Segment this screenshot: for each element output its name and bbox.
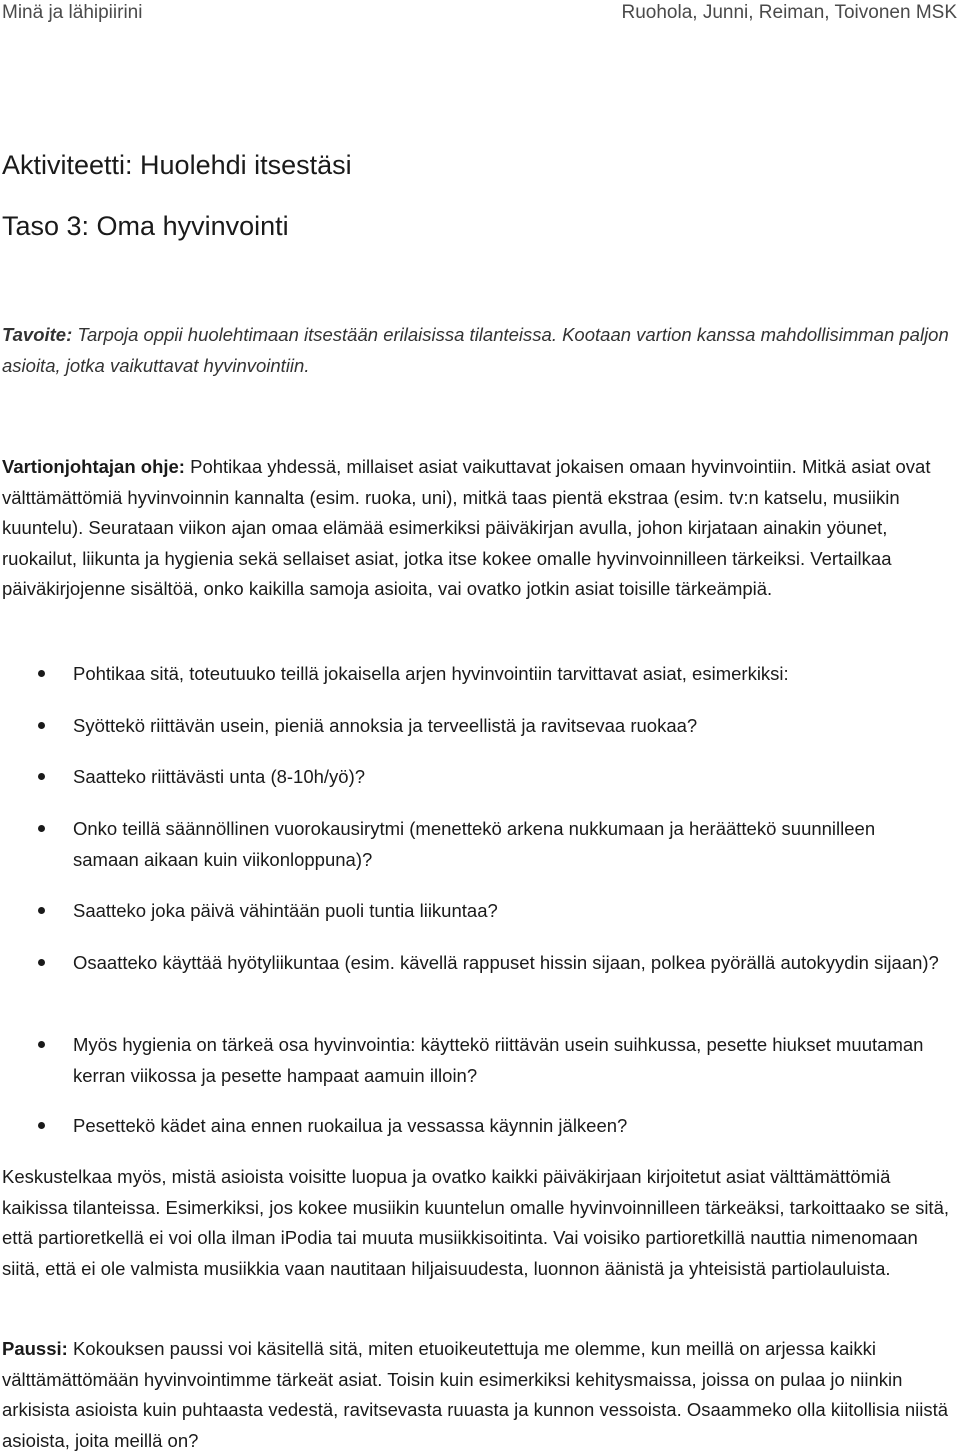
list-item-text: Myös hygienia on tärkeä osa hyvinvointia: käyttekö riittävän usein suihkussa, pesette hiukset muutaman kerran viikossa ja pesette hampaat aamuin illoin? (73, 1034, 924, 1086)
instructions-label: Vartionjohtajan ohje: (2, 456, 185, 477)
pause-paragraph (2, 1334, 952, 1456)
header-left-text: Minä ja lähipiirini (2, 2, 143, 23)
list-item-text: Pohtikaa sitä, toteutuuko teillä jokaisella arjen hyvinvointiin tarvittavat asiat, esimerkiksi: (73, 663, 789, 684)
list-item-text: Saatteko joka päivä vähintään puoli tuntia liikuntaa? (73, 900, 498, 921)
bullet-dot-icon (38, 1122, 45, 1129)
bullet-dot-icon (38, 825, 45, 832)
closing-paragraph: Keskustelkaa myös, mistä asioista voisitte luopua ja ovatko kaikki päiväkirjaan kirjoitetut asiat välttämättömiä kaikissa tilanteissa. Esimerkiksi, jos kokee musiikin kuuntelun omalle hyvinvoinnilleen tärkeäksi, tarkoittaako se sitä, että partioretkellä ei voi olla ilman iPodia tai muuta musiikkisoitinta. Vai voisiko partioretkillä nauttia nimenomaan siitä, että ei ole valmista musiikkia vaan nautitaan hiljaisuudesta, luonnon äänistä ja yhteisistä partiolauluista. (2, 1166, 949, 1279)
bullet-dot-icon (38, 959, 45, 966)
list-item-text: Saatteko riittävästi unta (8-10h/yö)? (73, 766, 366, 787)
bullet-dot-icon (38, 670, 45, 677)
goal-text: Tarpoja oppii huolehtimaan itsestään erilaisissa tilanteissa. Kootaan vartion kanssa mahdollisimman paljon asioita, jotka vaikuttavat hyvinvointiin. (2, 324, 949, 376)
bullet-dot-icon (38, 722, 45, 729)
goal-paragraph (2, 320, 952, 381)
activity-title: Aktiviteetti: Huolehdi itsestäsi (2, 150, 352, 180)
pause-label: Paussi: (2, 1338, 68, 1359)
header-right-text: Ruohola, Junni, Reiman, Toivonen MSK (621, 2, 957, 23)
list-item-text: Syöttekö riittävän usein, pieniä annoksia ja terveellistä ja ravitsevaa ruokaa? (73, 715, 698, 736)
page-header (0, 0, 960, 26)
instructions-paragraph (2, 452, 952, 605)
level-title: Taso 3: Oma hyvinvointi (2, 211, 289, 241)
list-item-text: Onko teillä säännöllinen vuorokausirytmi (menettekö arkena nukkumaan ja heräättekö suunnilleen samaan aikaan kuin viikonloppuna)? (73, 818, 876, 870)
goal-label: Tavoite: (2, 324, 73, 345)
list-item-text: Pesettekö kädet aina ennen ruokailua ja vessassa käynnin jälkeen? (73, 1115, 628, 1136)
list-item-text: Osaatteko käyttää hyötyliikuntaa (esim. kävellä rappuset hissin sijaan, polkea pyörällä autokyydin sijaan)? (73, 952, 939, 973)
bullet-dot-icon (38, 773, 45, 780)
instructions-text: Pohtikaa yhdessä, millaiset asiat vaikuttavat jokaisen omaan hyvinvointiin. Mitkä asiat ovat välttämättömiä hyvinvoinnin kannalta (esim. ruoka, uni), mitkä taas pientä ekstraa (esim. tv:n katselu, musiikin kuuntelu). Seurataan viikon ajan omaa elämää esimerkiksi päiväkirjan avulla, johon kirjataan ainakin yöunet, ruokailut, liikunta ja hygienia sekä sellaiset asiat, jotka itse kokee omalle hyvinvoinnilleen tärkeiksi. Vertailkaa päiväkirjojenne sisältöä, onko kaikilla samoja asioita, vai ovatko jotkin asiat toisille tärkeämpiä. (2, 456, 931, 599)
bullet-dot-icon (38, 1041, 45, 1048)
bullet-dot-icon (38, 907, 45, 914)
pause-text: Kokouksen paussi voi käsitellä sitä, miten etuoikeutettuja me olemme, kun meillä on arjessa kaikki välttämättömään hyvinvointimme tärkeät asiat. Toisin kuin esimerkiksi kehitysmaissa, joissa on pulaa jo niinkin arkisista asioista kuin puhtaasta vedestä, ravitsevasta ruuasta ja kunnon vessoista. Osaammeko olla kiitollisia niistä asioista, joita meillä on? (2, 1338, 949, 1451)
